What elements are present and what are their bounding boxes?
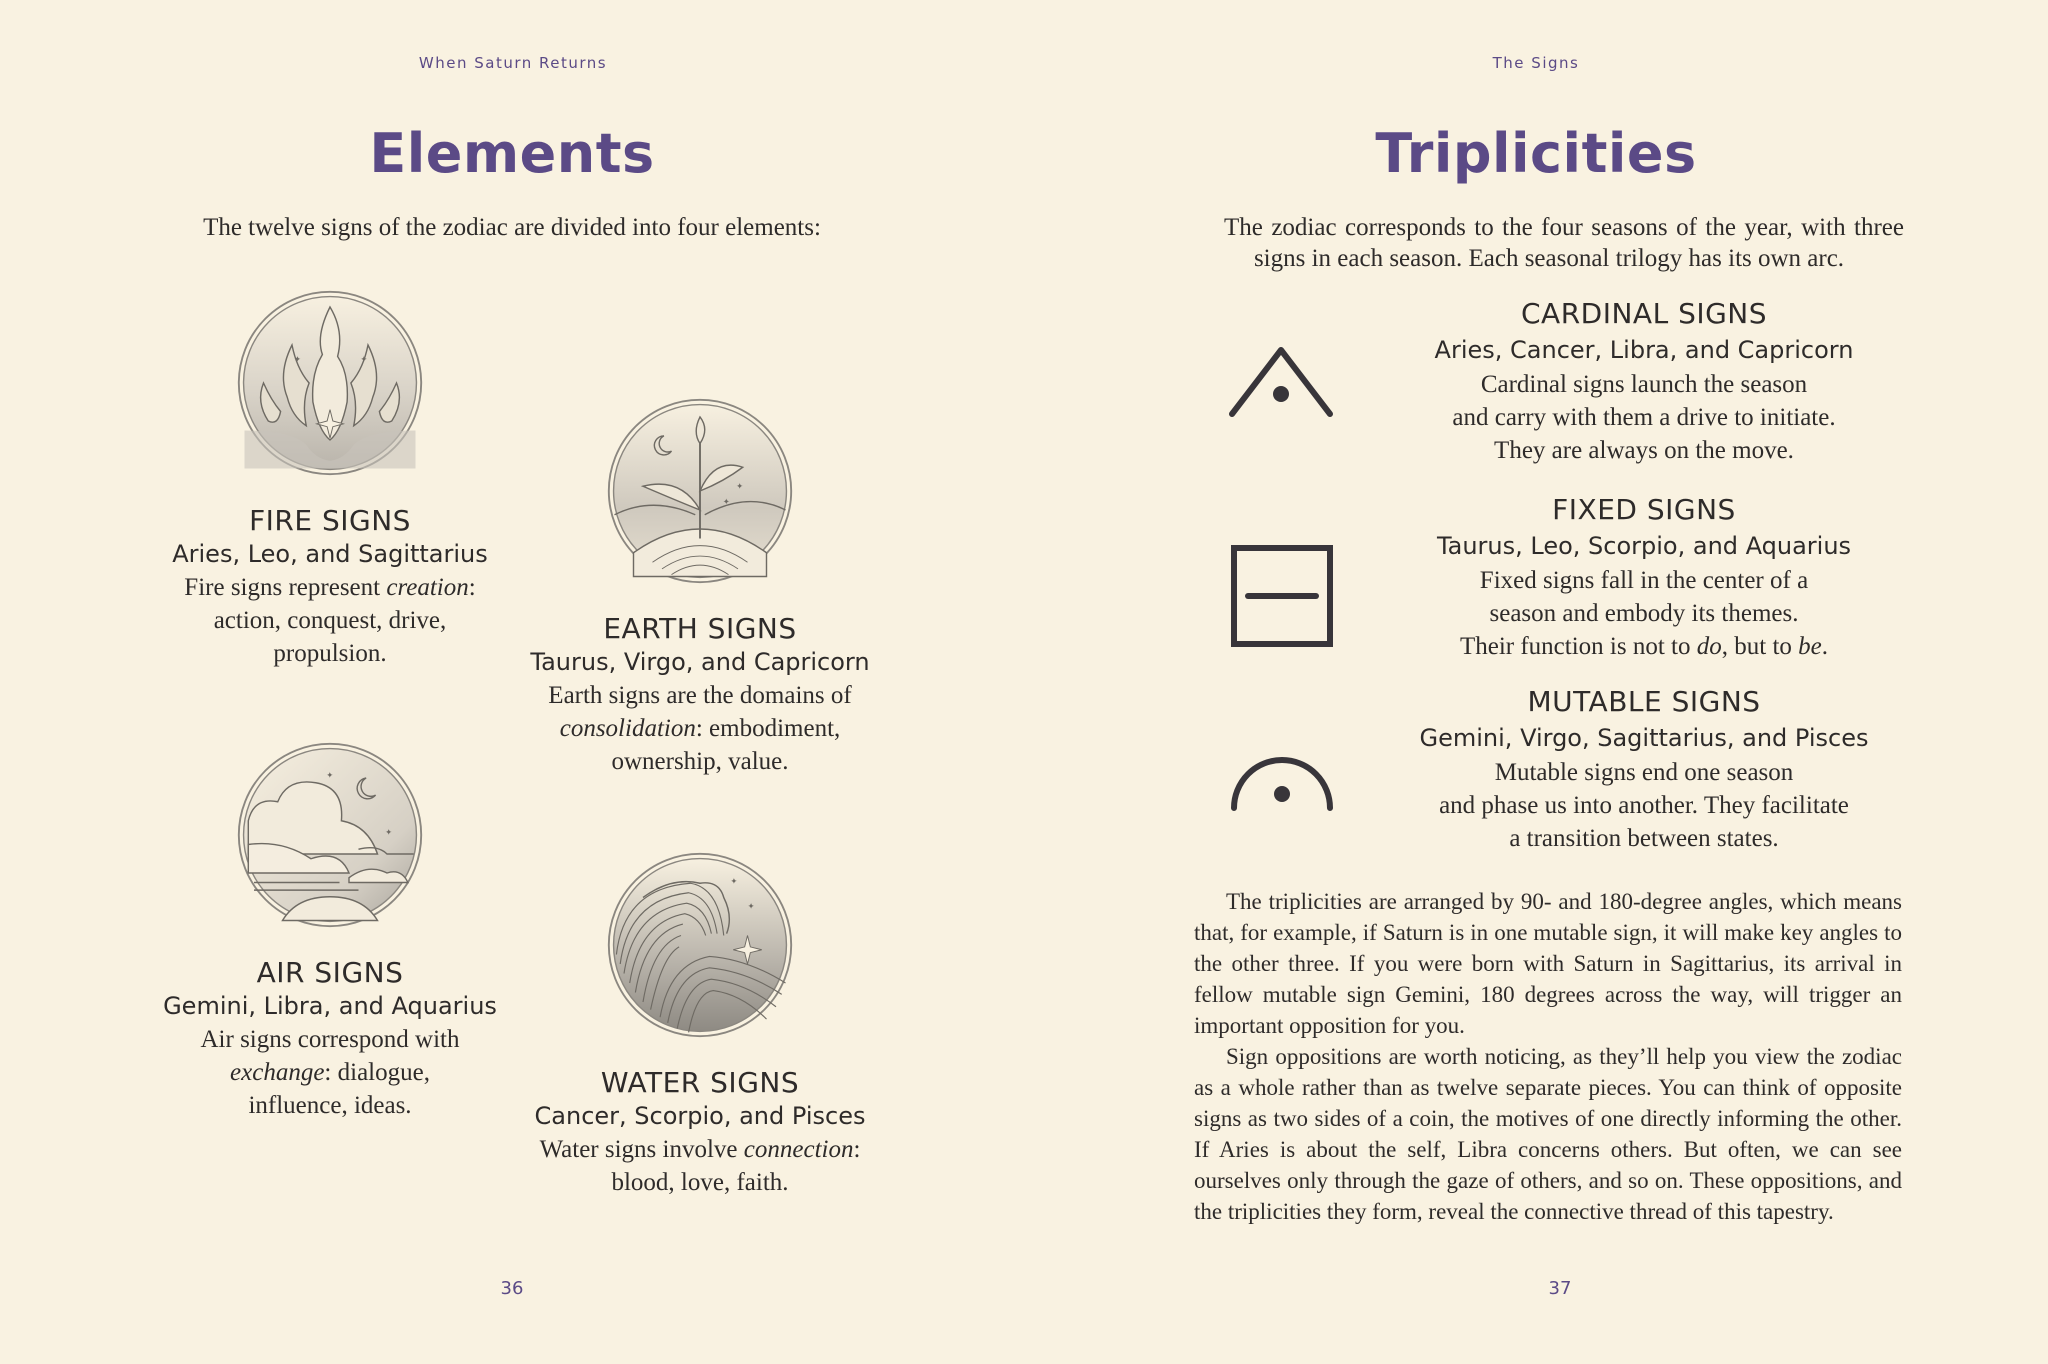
- triplicity-heading: CARDINAL SIGNS: [1520, 297, 1768, 330]
- running-head: When Saturn Returns: [418, 54, 608, 72]
- air-signs-block: [150, 740, 510, 1122]
- page-number: 37: [1548, 1278, 1572, 1299]
- element-signs: Cancer, Scorpio, and Pisces: [534, 1102, 866, 1130]
- element-description: Fire signs represent creation: action, conquest, drive, propulsion.: [184, 574, 476, 667]
- element-signs: Taurus, Virgo, and Capricorn: [530, 648, 870, 676]
- element-signs: Aries, Leo, and Sagittarius: [172, 540, 488, 568]
- element-description: Water signs involve connection: blood, love, faith.: [539, 1136, 861, 1196]
- earth-signs-block: [520, 396, 880, 778]
- earth-emblem-icon: [605, 396, 795, 586]
- water-signs-block: [520, 850, 880, 1199]
- fixed-text: [1364, 492, 1924, 663]
- element-description: Earth signs are the domains of consolidation: embodiment, ownership, value.: [548, 682, 852, 775]
- element-heading: FIRE SIGNS: [249, 504, 411, 537]
- triplicity-description: Fixed signs fall in the center of a season and embody its themes. Their function is not to do, but to be.: [1459, 567, 1829, 660]
- mutable-symbol-icon: [1226, 750, 1336, 860]
- svg-text:✦: ✦: [326, 770, 334, 780]
- body-paragraph: Sign oppositions are worth noticing, as they’ll help you view the zodiac as a whole rather than as twelve separate pieces. You can think of opposite signs as two sides of a coin, the motives of one directly informing the other. If Aries is about the self, Libra concerns others. But often, we can see ourselves only through the gaze of others, and so on. These oppositions, and the triplicities they form, reveal the connective thread of this tapestry.: [1194, 1044, 1902, 1224]
- mutable-text: [1364, 684, 1924, 855]
- triplicity-signs: Aries, Cancer, Libra, and Capricorn: [1434, 336, 1854, 364]
- right-page: [1024, 0, 2048, 1364]
- svg-text:✦: ✦: [730, 876, 738, 887]
- element-heading: EARTH SIGNS: [603, 612, 797, 645]
- body-paragraph: The triplicities are arranged by 90- and 180-degree angles, which means that, for example, if Saturn is in one mutable sign, it will make key angles to the other three. If you were born with Saturn in Sagittarius, its arrival in fellow mutable sign Gemini, 180 degrees across the way, will trigger an important opposition for you.: [1194, 889, 1902, 1038]
- svg-text:✦: ✦: [722, 496, 730, 507]
- cardinal-text: [1364, 296, 1924, 467]
- intro-text: The twelve signs of the zodiac are divided into four elements:: [203, 214, 821, 241]
- svg-text:✦: ✦: [747, 900, 755, 911]
- cardinal-symbol-icon: [1226, 344, 1336, 454]
- triplicity-heading: FIXED SIGNS: [1552, 493, 1736, 526]
- svg-text:✦: ✦: [736, 481, 744, 492]
- body-text: [1194, 886, 1902, 1227]
- fixed-symbol-icon: [1226, 542, 1336, 652]
- water-emblem-icon: [605, 850, 795, 1040]
- triplicity-description: Mutable signs end one season and phase us into another. They facilitate a transition between states.: [1439, 759, 1849, 852]
- element-signs: Gemini, Libra, and Aquarius: [163, 992, 497, 1020]
- fire-signs-block: [150, 288, 510, 670]
- svg-text:✦: ✦: [385, 827, 393, 837]
- element-heading: AIR SIGNS: [256, 956, 404, 989]
- page-number: 36: [500, 1278, 524, 1299]
- page-title: Triplicities: [1375, 122, 1697, 185]
- page-title: Elements: [369, 122, 655, 185]
- svg-text:✦: ✦: [360, 354, 368, 365]
- fire-emblem-icon: [235, 288, 425, 478]
- running-head: The Signs: [1492, 54, 1580, 72]
- svg-text:✦: ✦: [293, 354, 302, 365]
- triplicity-signs: Taurus, Leo, Scorpio, and Aquarius: [1436, 532, 1852, 560]
- triplicity-signs: Gemini, Virgo, Sagittarius, and Pisces: [1419, 724, 1869, 752]
- air-emblem-icon: [235, 740, 425, 930]
- triplicity-description: Cardinal signs launch the season and carry with them a drive to initiate. They are always on the move.: [1452, 371, 1836, 464]
- intro-text: The zodiac corresponds to the four seasons of the year, with three signs in each season. Each seasonal trilogy has its own arc.: [1224, 214, 1904, 272]
- element-heading: WATER SIGNS: [600, 1066, 800, 1099]
- element-description: Air signs correspond with exchange: dialogue, influence, ideas.: [200, 1026, 460, 1119]
- triplicity-heading: MUTABLE SIGNS: [1527, 685, 1761, 718]
